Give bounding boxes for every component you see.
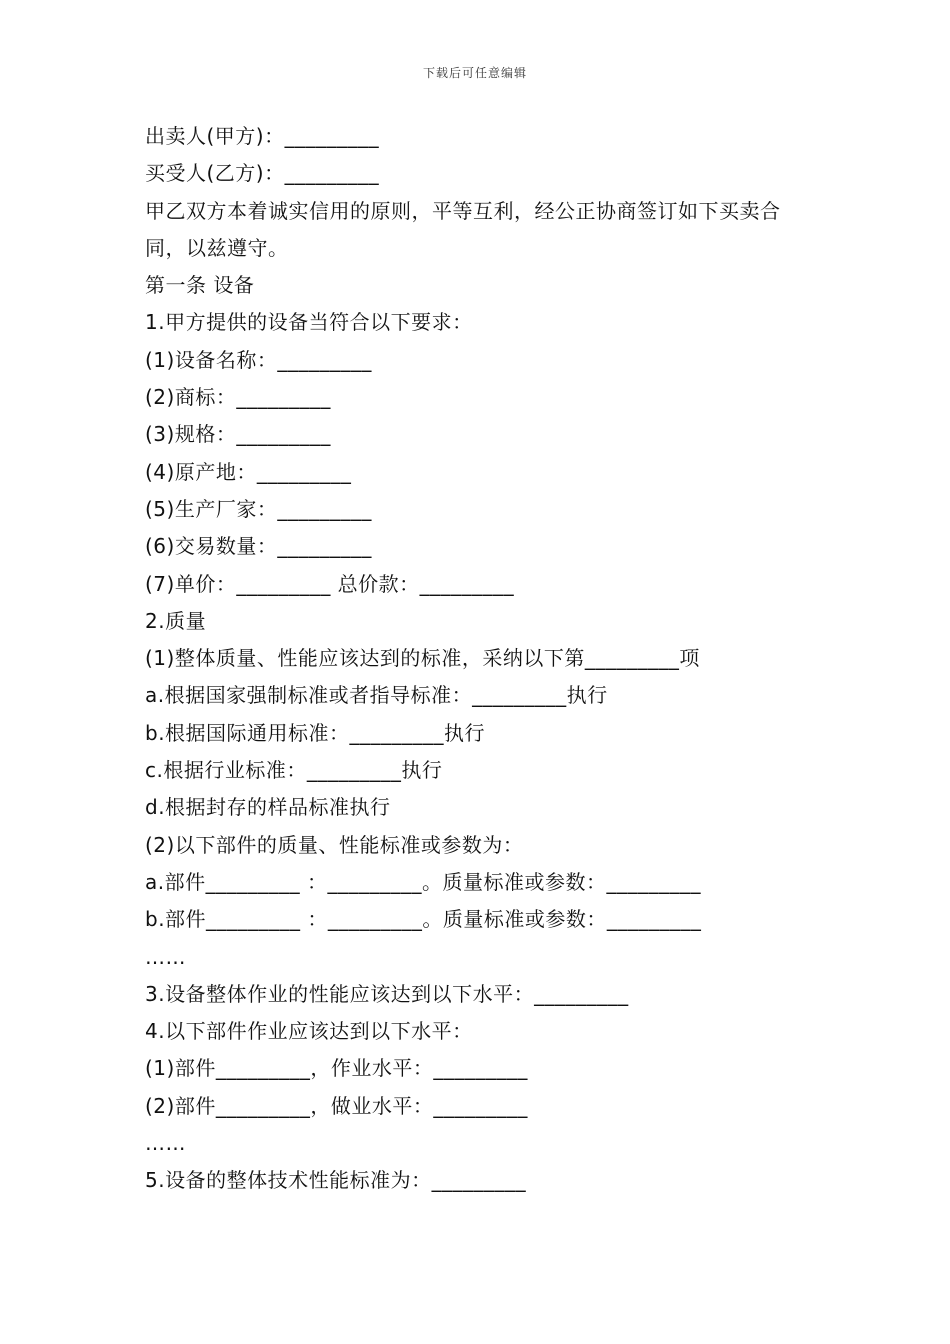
clause-line: a.根据国家强制标准或者指导标准：_________执行 [145, 683, 608, 708]
clause-line: b.部件_________ ：_________。质量标准或参数：_________ [145, 907, 702, 932]
article-heading: 第一条 设备 [145, 273, 255, 298]
clause-line: (1)设备名称：_________ [145, 347, 372, 372]
clause-line: 1.甲方提供的设备当符合以下要求： [145, 310, 473, 335]
preamble-paragraph: 甲乙双方本着诚实信用的原则，平等互利，经公正协商签订如下买卖合同，以兹遵守。 [145, 198, 781, 260]
clause-line: (7)单价：_________ 总价款：_________ [145, 571, 515, 596]
clause-line: 5.设备的整体技术性能标准为：_________ [145, 1168, 527, 1193]
seller-line: 出卖人(甲方)：_________ [145, 124, 380, 148]
clause-line: d.根据封存的样品标准执行 [145, 795, 391, 820]
clause-line: (6)交易数量：_________ [145, 534, 372, 559]
clause-line: (1)部件_________，作业水平：_________ [145, 1056, 528, 1081]
clause-line: a.部件_________ ：_________。质量标准或参数：_________ [145, 869, 701, 894]
clause-line: (5)生产厂家：_________ [145, 496, 372, 521]
clause-line: 2.质量 [145, 608, 207, 633]
clause-line: (1)整体质量、性能应该达到的标准，采纳以下第_________项 [145, 646, 700, 671]
clause-line: b.根据国际通用标准：_________执行 [145, 720, 486, 745]
clause-line: (2)商标：_________ [145, 385, 331, 410]
ellipsis-line: …… [145, 944, 186, 969]
clause-line: 3.设备整体作业的性能应该达到以下水平：_________ [145, 981, 629, 1006]
clause-line: (4)原产地：_________ [145, 459, 352, 484]
ellipsis-line: …… [145, 1131, 186, 1156]
clause-line: (3)规格：_________ [145, 422, 331, 447]
document-body [145, 118, 815, 1200]
clause-line: c.根据行业标准：_________执行 [145, 758, 443, 783]
clause-line: (2)部件_________，做业水平：_________ [145, 1093, 528, 1118]
buyer-line: 买受人(乙方)：_________ [145, 161, 380, 186]
clause-line: 4.以下部件作业应该达到以下水平： [145, 1019, 473, 1044]
clause-line: (2)以下部件的质量、性能标准或参数为： [145, 832, 524, 857]
page-header-note: 下载后可任意编辑 [422, 66, 527, 80]
